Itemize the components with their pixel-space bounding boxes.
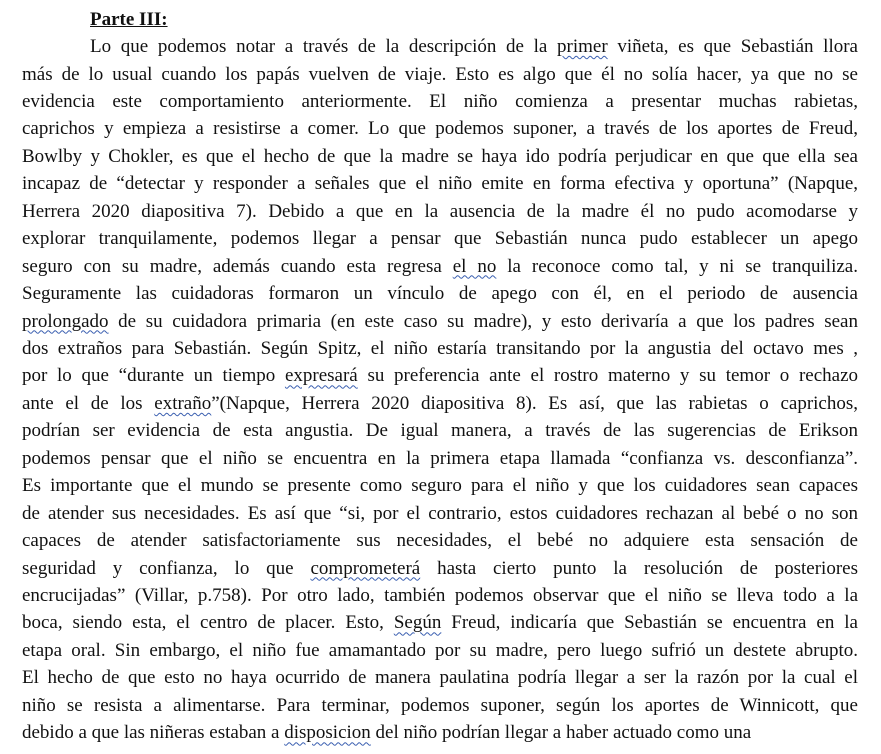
text-line (22, 198, 858, 226)
text-line (22, 609, 858, 637)
text-segment: capaces de atender satisfactoriamente sus necesidades, el bebé no adquiere esta sensación de (22, 530, 858, 552)
text-line (22, 390, 858, 418)
text-line (22, 527, 858, 555)
spellcheck-flagged-word: extraño (154, 392, 212, 414)
text-segment: su preferencia ante el rostro materno y su temor o rechazo (357, 365, 859, 387)
text-segment: Es importante que el mundo se presente como seguro para el niño y que los cuidadores sean capaces (22, 475, 858, 497)
text-segment: Bowlby y Chokler, es que el hecho de que la madre se haya ido podría perjudicar en que que ella sea (22, 145, 858, 167)
text-segment: etapa oral. Sin embargo, el niño fue amamantado por su madre, pero luego sufrió un destete abrupto. (22, 639, 858, 661)
text-line (22, 88, 858, 116)
text-segment: de atender sus necesidades. Es así que “si, por el contrario, estos cuidadores rechazan al bebé o no son (22, 502, 858, 524)
text-segment: niño se resista a alimentarse. Para terminar, podemos suponer, según los aportes de Winnicott, que (22, 694, 858, 716)
text-segment: Lo que podemos notar a través de la descripción de la (90, 36, 558, 57)
text-segment: dos extraños para Sebastián. Según Spitz, el niño estaría transitando por la angustia del octavo mes , (22, 337, 858, 359)
text-line (22, 472, 858, 500)
text-segment: podrían ser evidencia de esta angustia. De igual manera, a través de las sugerencias de Erikson (22, 420, 858, 442)
text-segment: boca, siendo esta, el centro de placer. Esto, (22, 612, 394, 634)
text-line (22, 555, 858, 583)
text-segment: Herrera 2020 diapositiva 7). Debido a que en la ausencia de la madre él no pudo acomodarse y (22, 200, 858, 222)
text-line (90, 33, 858, 61)
text-segment: debido a que las niñeras estaban a (22, 722, 285, 744)
text-segment: incapaz de “detectar y responder a señales que el niño emite en forma efectiva y oportuna” (Napque, (22, 173, 858, 195)
text-segment: ante el de los (22, 392, 155, 414)
text-segment: ”(Napque, Herrera 2020 diapositiva 8). Es así, que las rabietas o caprichos, (211, 392, 859, 414)
text-segment: seguro con su madre, además cuando esta regresa (22, 255, 453, 277)
spellcheck-flagged-word: comprometerá (310, 557, 421, 579)
spellcheck-flagged-word: expresará (284, 365, 358, 387)
text-line (22, 417, 858, 445)
text-segment: viñeta, es que Sebastián llora (607, 36, 858, 57)
text-line (22, 500, 858, 528)
text-segment: Seguramente las cuidadoras formaron un vínculo de apego con él, en el periodo de ausencia (22, 283, 858, 304)
text-line (22, 582, 858, 610)
text-line (22, 115, 858, 143)
text-segment: evidencia este comportamiento anteriormente. El niño comienza a presentar muchas rabietas, (22, 90, 858, 112)
text-segment: del niño podrían llegar a haber actuado como una (370, 722, 752, 744)
text-line (22, 335, 858, 363)
text-segment: seguridad y confianza, lo que (22, 557, 311, 579)
text-segment: encrucijadas” (Villar, p.758). Por otro lado, también podemos observar que el niño se lleva todo a la (22, 585, 858, 606)
text-line (22, 253, 858, 281)
text-segment: El hecho de que esto no haya ocurrido de manera paulatina podría llegar a ser la razón por la cual el (22, 667, 858, 689)
text-segment: de su cuidadora primaria (en este caso su madre), y esto derivaría a que los padres sean (108, 310, 858, 332)
text-line (22, 280, 858, 308)
spellcheck-flagged-word: el no (452, 255, 497, 277)
text-segment: caprichos y empieza a resistirse a comer. Lo que podemos suponer, a través de los aportes de Freud, (22, 118, 858, 140)
text-line (22, 637, 858, 665)
text-segment: Freud, indicaría que Sebastián se encuentra en la (441, 612, 858, 634)
text-segment: por lo que “durante un tiempo (22, 365, 285, 387)
text-line (22, 445, 858, 473)
text-segment: la reconoce como tal, y ni se tranquiliza. (496, 255, 858, 277)
text-line (22, 664, 858, 692)
text-segment: más de lo usual cuando los papás vuelven de viaje. Esto es algo que él no solía hacer, ya que no se (22, 63, 858, 85)
text-line (22, 719, 858, 747)
text-line (22, 308, 858, 336)
text-line (22, 225, 858, 253)
section-heading: Parte III: (90, 9, 168, 30)
text-segment: podemos pensar que el niño se encuentra en la primera etapa llamada “confianza vs. desconfianza”. (22, 447, 858, 469)
text-line (22, 170, 858, 198)
text-line (22, 143, 858, 171)
text-line (22, 692, 858, 720)
text-line (22, 61, 858, 89)
text-line (22, 362, 858, 390)
text-segment: hasta cierto punto la resolución de posteriores (420, 557, 858, 579)
spellcheck-flagged-word: primer (557, 36, 608, 57)
text-segment: explorar tranquilamente, podemos llegar a pensar que Sebastián nunca pudo establecer un apego (22, 228, 858, 250)
spellcheck-flagged-word: Según (393, 612, 442, 634)
spellcheck-flagged-word: prolongado (22, 310, 109, 332)
spellcheck-flagged-word: disposicion (284, 722, 371, 744)
